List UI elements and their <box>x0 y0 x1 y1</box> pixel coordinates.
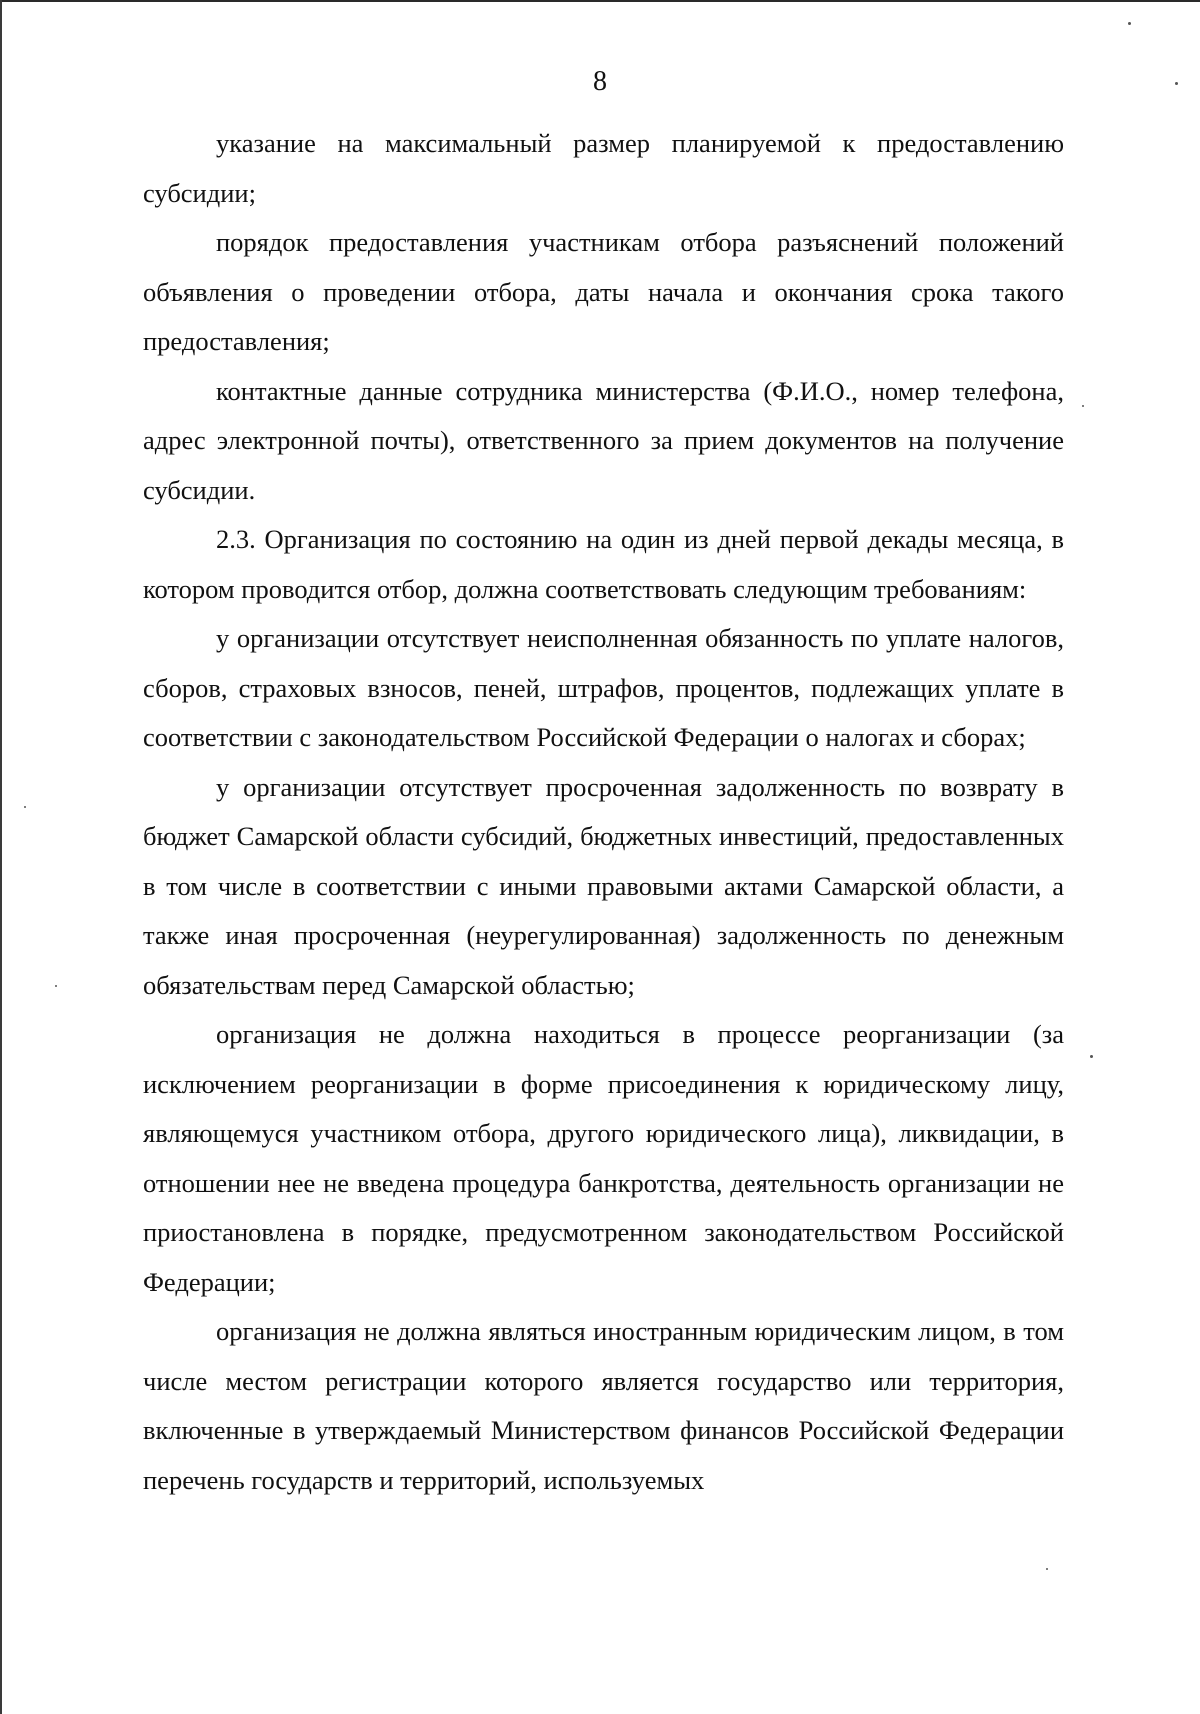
paragraph-clarifications-order: порядок предоставления участникам отбора разъяснений положений объявления о проведении отбора, даты начала и окончания срока такого предоставления; <box>143 227 1064 356</box>
scan-speck <box>24 806 26 808</box>
scan-speck <box>1128 22 1131 25</box>
page-number: 8 <box>593 66 607 97</box>
paragraph-section-2-3: 2.3. Организация по состоянию на один из дней первой декады месяца, в котором проводится отбор, должна соответствовать следующим требованиям: <box>143 524 1064 604</box>
scan-speck <box>1046 1568 1048 1570</box>
paragraph-max-subsidy: указание на максимальный размер планируемой к предоставлению субсидии; <box>143 128 1064 208</box>
paragraph-overdue-debt: у организации отсутствует просроченная задолженность по возврату в бюджет Самарской области субсидий, бюджетных инвестиций, предоставленных в том числе в соответствии с иными правовыми актами Самарской области, а также иная просроченная (неурегулированная) задолженность по денежным обязательствам перед Самарской областью; <box>143 771 1064 1000</box>
document-body <box>143 119 1064 1505</box>
paragraph-contact-data: контактные данные сотрудника министерства (Ф.И.О., номер телефона, адрес электронной почты), ответственного за прием документов на получение субсидии. <box>143 375 1064 505</box>
scan-left-edge <box>0 0 2 1714</box>
scan-speck <box>1090 1055 1093 1058</box>
scan-speck <box>1082 405 1084 407</box>
paragraph-tax-obligations: у организации отсутствует неисполненная обязанность по уплате налогов, сборов, страховых взносов, пеней, штрафов, процентов, подлежащих уплате в соответствии с законодательством Российской Федерации о налогах и сборах; <box>143 623 1064 752</box>
paragraph-reorganization: организация не должна находиться в процессе реорганизации (за исключением реорганизации в форме присоединения к юридическому лицу, являющемуся участником отбора, другого юридического лица), ликвидации, в отношении нее не введена процедура банкротства, деятельность организации не приостановлена в порядке, предусмотренном законодательством Российской Федерации; <box>143 1019 1064 1297</box>
scan-speck <box>1175 82 1178 85</box>
scan-speck <box>55 985 57 987</box>
scan-top-edge <box>0 0 1200 2</box>
paragraph-foreign-entity: организация не должна являться иностранным юридическим лицом, в том числе местом регистрации которого является государство или территория, включенные в утверждаемый Министерством финансов Российской Федерации перечень государств и территорий, используемых <box>143 1316 1064 1495</box>
